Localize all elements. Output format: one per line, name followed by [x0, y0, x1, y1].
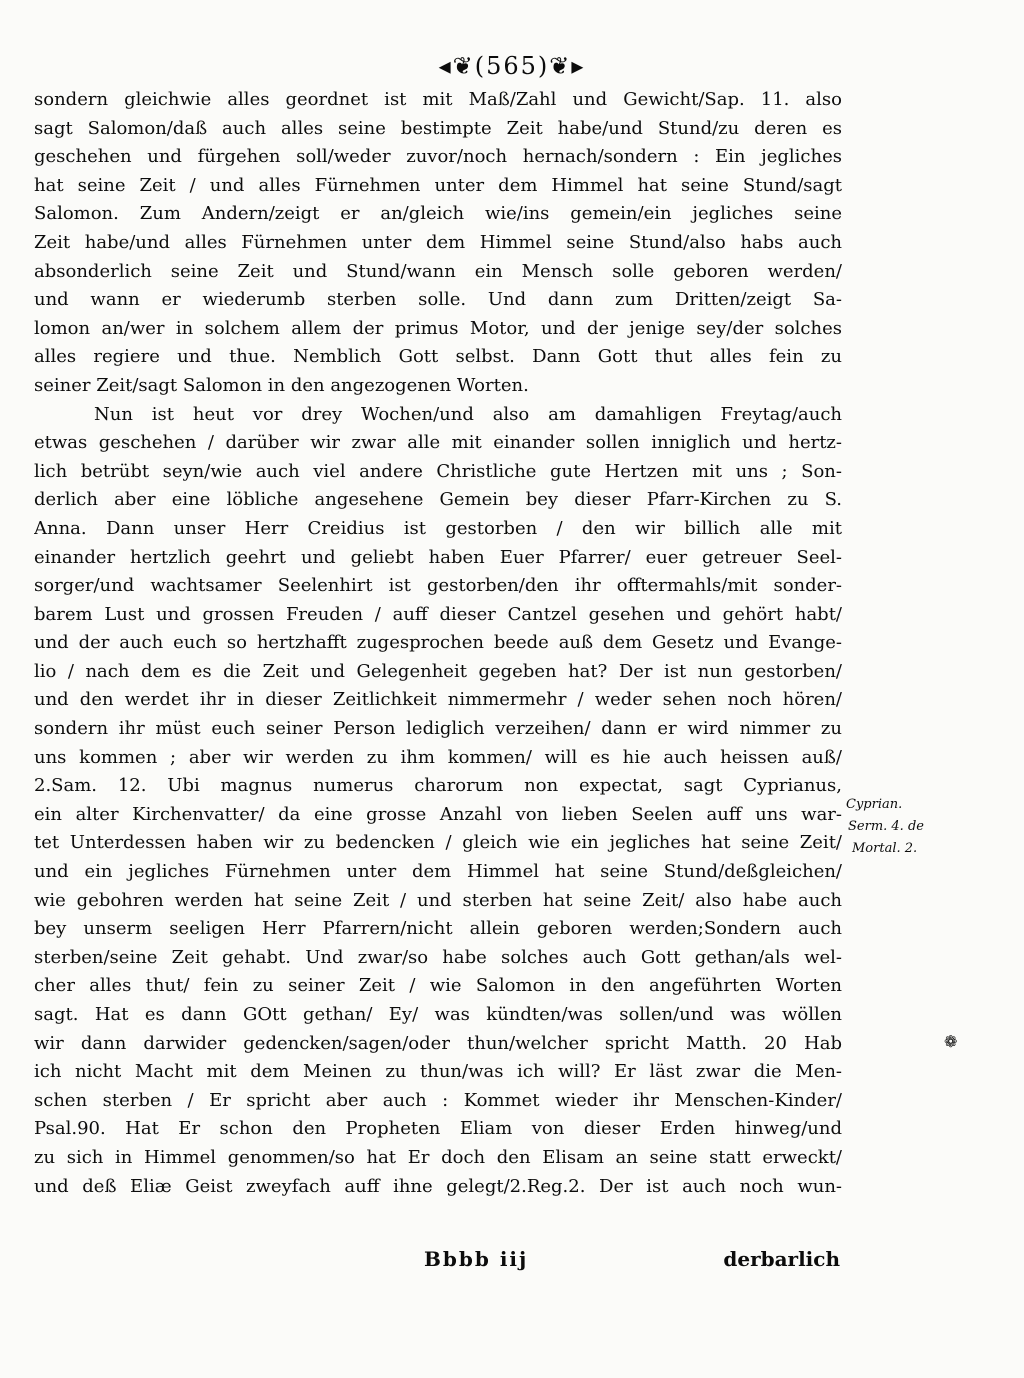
marginal-note	[846, 794, 956, 860]
right-ornament: ❦▸	[549, 52, 586, 80]
text-line: lio / nach dem es die Zeit und Gelegenheit gegeben hat? Der ist nun gestorben/	[34, 660, 842, 682]
main-text-block	[34, 86, 842, 1201]
marginal-note-line: Mortal. 2.	[852, 841, 918, 856]
text-line: Zeit habe/und alles Fürnehmen unter dem Himmel seine Stund/also habs auch	[34, 231, 842, 253]
marginal-note-line: Serm. 4. de	[848, 819, 924, 834]
catchword: derbarlich	[723, 1247, 840, 1271]
text-line: barem Lust und grossen Freuden / auff dieser Cantzel gesehen und gehört habt/	[34, 603, 842, 625]
text-line: etwas geschehen / darüber wir zwar alle mit einander sollen inniglich und hertz-	[34, 432, 842, 454]
text-line: 2.Sam. 12. Ubi magnus numerus charorum non expectat, sagt Cyprianus,	[34, 775, 842, 797]
text-line: derlich aber eine löbliche angesehene Gemein bey dieser Pfarr-Kirchen zu S.	[34, 489, 842, 511]
text-line: und den werdet ihr in dieser Zeitlichkeit nimmermehr / weder sehen noch hören/	[34, 689, 842, 711]
text-line: lomon an/wer in solchem allem der primus Motor, und der jenige sey/der solches	[34, 317, 842, 339]
page-number-header	[0, 50, 1024, 82]
text-line: und ein jegliches Fürnehmen unter dem Himmel hat seine Stund/deßgleichen/	[34, 861, 842, 883]
text-line: Nun ist heut vor drey Wochen/und also am damahligen Freytag/auch	[94, 403, 842, 425]
text-line: und der auch euch so hertzhafft zugesprochen beede auß dem Gesetz und Evange-	[34, 632, 842, 654]
text-line: absonderlich seine Zeit und Stund/wann ein Mensch solle geboren werden/	[34, 260, 842, 282]
text-line: lich betrübt seyn/wie auch viel andere Christliche gute Hertzen mit uns ; Son-	[34, 460, 842, 482]
text-line: bey unserm seeligen Herr Pfarrern/nicht allein geboren werden;Sondern auch	[34, 918, 842, 940]
text-line: seiner Zeit/sagt Salomon in den angezogenen Worten.	[34, 374, 529, 396]
text-line: Psal.90. Hat Er schon den Propheten Eliam von dieser Erden hinweg/und	[34, 1118, 842, 1140]
text-line: zu sich in Himmel genommen/so hat Er doch den Elisam an seine statt erweckt/	[34, 1146, 842, 1168]
text-line: Anna. Dann unser Herr Creidius ist gestorben / den wir billich alle mit	[34, 517, 842, 539]
text-line: geschehen und fürgehen soll/weder zuvor/noch hernach/sondern : Ein jegliches	[34, 146, 842, 168]
text-line: sagt. Hat es dann GOtt gethan/ Ey/ was kündten/was sollen/und was wöllen	[34, 1004, 842, 1025]
text-line: sorger/und wachtsamer Seelenhirt ist gestorben/den ihr offtermahls/mit sonder-	[34, 575, 842, 597]
text-line: alles regiere und thue. Nemblich Gott selbst. Dann Gott thut alles fein zu	[34, 346, 842, 368]
text-line: uns kommen ; aber wir werden zu ihm kommen/ will es hie auch heissen auß/	[34, 746, 842, 768]
marginal-note-line: Cyprian.	[846, 797, 903, 812]
text-line: Salomon. Zum Andern/zeigt er an/gleich wie/ins gemein/ein jegliches seine	[34, 203, 842, 225]
text-line: ein alter Kirchenvatter/ da eine grosse Anzahl von lieben Seelen auff uns war-	[34, 803, 842, 825]
flower-ornament-icon: ❁	[944, 1032, 958, 1051]
text-line: hat seine Zeit / und alles Fürnehmen unter dem Himmel hat seine Stund/sagt	[34, 174, 842, 196]
text-line: tet Unterdessen haben wir zu bedencken / gleich wie ein jegliches hat seine Zeit/	[34, 832, 842, 854]
text-line: einander hertzlich geehrt und geliebt haben Euer Pfarrer/ euer getreuer Seel-	[34, 546, 842, 568]
text-line: wir dann darwider gedencken/sagen/oder thun/welcher spricht Matth. 20 Hab	[34, 1032, 842, 1054]
text-line: schen sterben / Er spricht aber auch : Kommet wieder ihr Menschen-Kinder/	[34, 1089, 842, 1111]
page-number: (565)	[474, 52, 550, 80]
text-line: sondern ihr müst euch seiner Person lediglich verzeihen/ dann er wird nimmer zu	[34, 718, 842, 740]
left-ornament: ◂❦	[438, 52, 475, 80]
text-line: und deß Eliæ Geist zweyfach auff ihne gelegt/2.Reg.2. Der ist auch noch wun-	[34, 1175, 842, 1197]
signature-mark: Bbbb iij	[424, 1247, 529, 1271]
text-line: sterben/seine Zeit gehabt. Und zwar/so habe solches auch Gott gethan/als wel-	[34, 946, 842, 968]
text-line: cher alles thut/ fein zu seiner Zeit / wie Salomon in den angeführten Worten	[34, 975, 842, 997]
text-line: wie gebohren werden hat seine Zeit / und sterben hat seine Zeit/ also habe auch	[34, 889, 842, 911]
text-line: sondern gleichwie alles geordnet ist mit Maß/Zahl und Gewicht/Sap. 11. also	[34, 89, 842, 110]
text-line: und wann er wiederumb sterben solle. Und dann zum Dritten/zeigt Sa-	[34, 289, 842, 311]
text-line: sagt Salomon/daß auch alles seine bestimpte Zeit habe/und Stund/zu deren es	[34, 117, 842, 139]
text-line: ich nicht Macht mit dem Meinen zu thun/was ich will? Er läst zwar die Men-	[34, 1061, 842, 1083]
